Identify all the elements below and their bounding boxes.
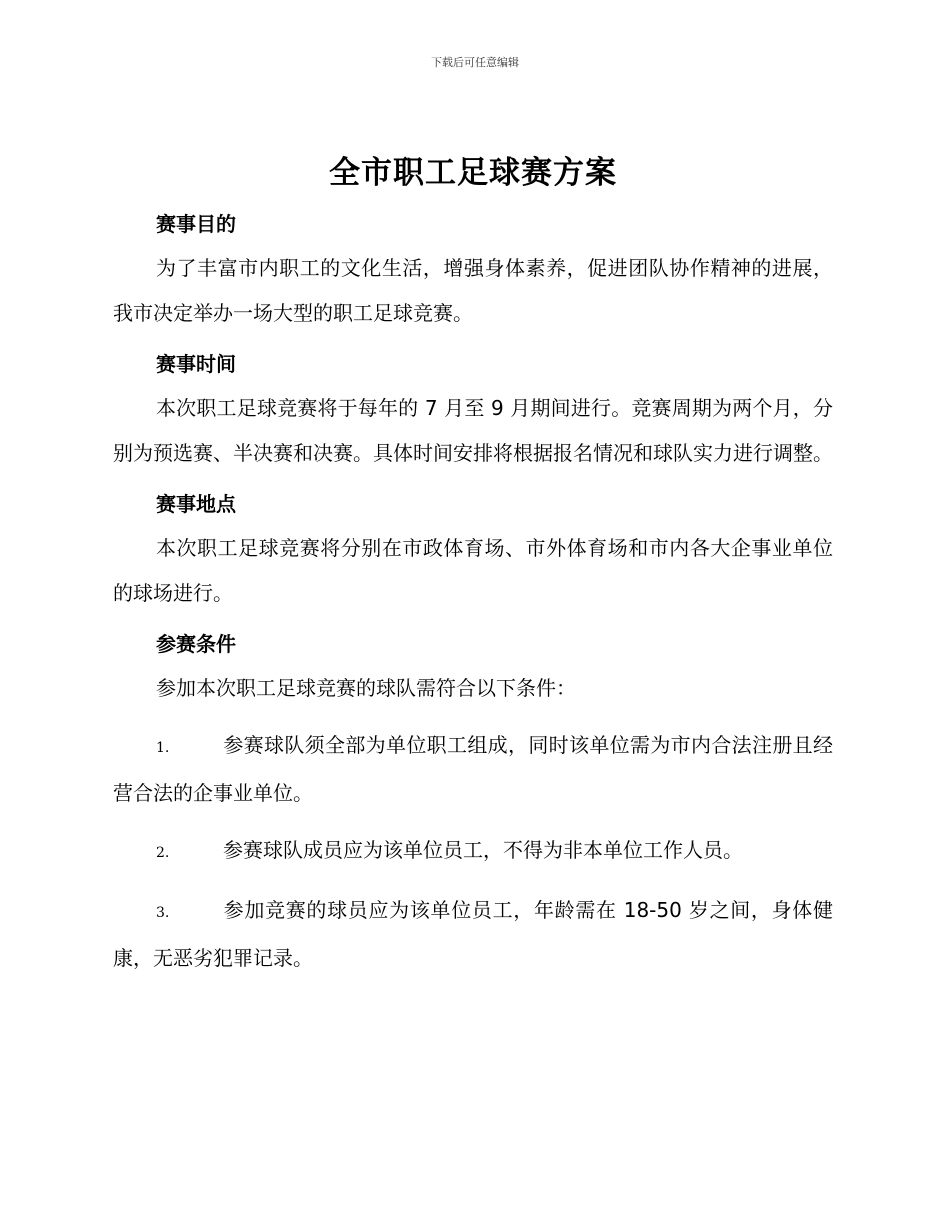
section-heading-conditions: 参赛条件	[156, 632, 236, 656]
list-item-text: 参加竞赛的球员应为该单位员工，年龄需在 18-50 岁之间，身体健康，无恶劣犯罪记录。	[113, 898, 833, 970]
list-item-text: 参赛球队成员应为该单位员工，不得为非本单位工作人员。	[223, 838, 743, 862]
list-item	[113, 828, 833, 876]
section-heading-time: 赛事时间	[156, 352, 236, 376]
list-item-number: 1.	[156, 740, 170, 756]
document-title: 全市职工足球赛方案	[329, 155, 617, 191]
section-heading-location: 赛事地点	[156, 492, 236, 516]
list-item-number: 2.	[156, 845, 170, 861]
section-text-purpose: 为了丰富市内职工的文化生活，增强身体素养，促进团队协作精神的进展，我市决定举办一场大型的职工足球竞赛。	[113, 256, 833, 325]
section-text-conditions-intro: 参加本次职工足球竞赛的球队需符合以下条件：	[156, 676, 576, 700]
page-header-note: 下载后可任意编辑	[431, 56, 519, 69]
section-text-location: 本次职工足球竞赛将分别在市政体育场、市外体育场和市内各大企事业单位的球场进行。	[113, 536, 833, 605]
list-item-number: 3.	[156, 905, 170, 921]
section-text-time: 本次职工足球竞赛将于每年的 7 月至 9 月期间进行。竞赛周期为两个月，分别为预选赛、半决赛和决赛。具体时间安排将根据报名情况和球队实力进行调整。	[113, 396, 833, 465]
list-item	[113, 723, 833, 816]
list-item-text: 参赛球队须全部为单位职工组成，同时该单位需为市内合法注册且经营合法的企事业单位。	[113, 733, 833, 805]
section-heading-purpose: 赛事目的	[156, 212, 236, 236]
list-item	[113, 888, 833, 981]
document-body	[113, 150, 833, 981]
